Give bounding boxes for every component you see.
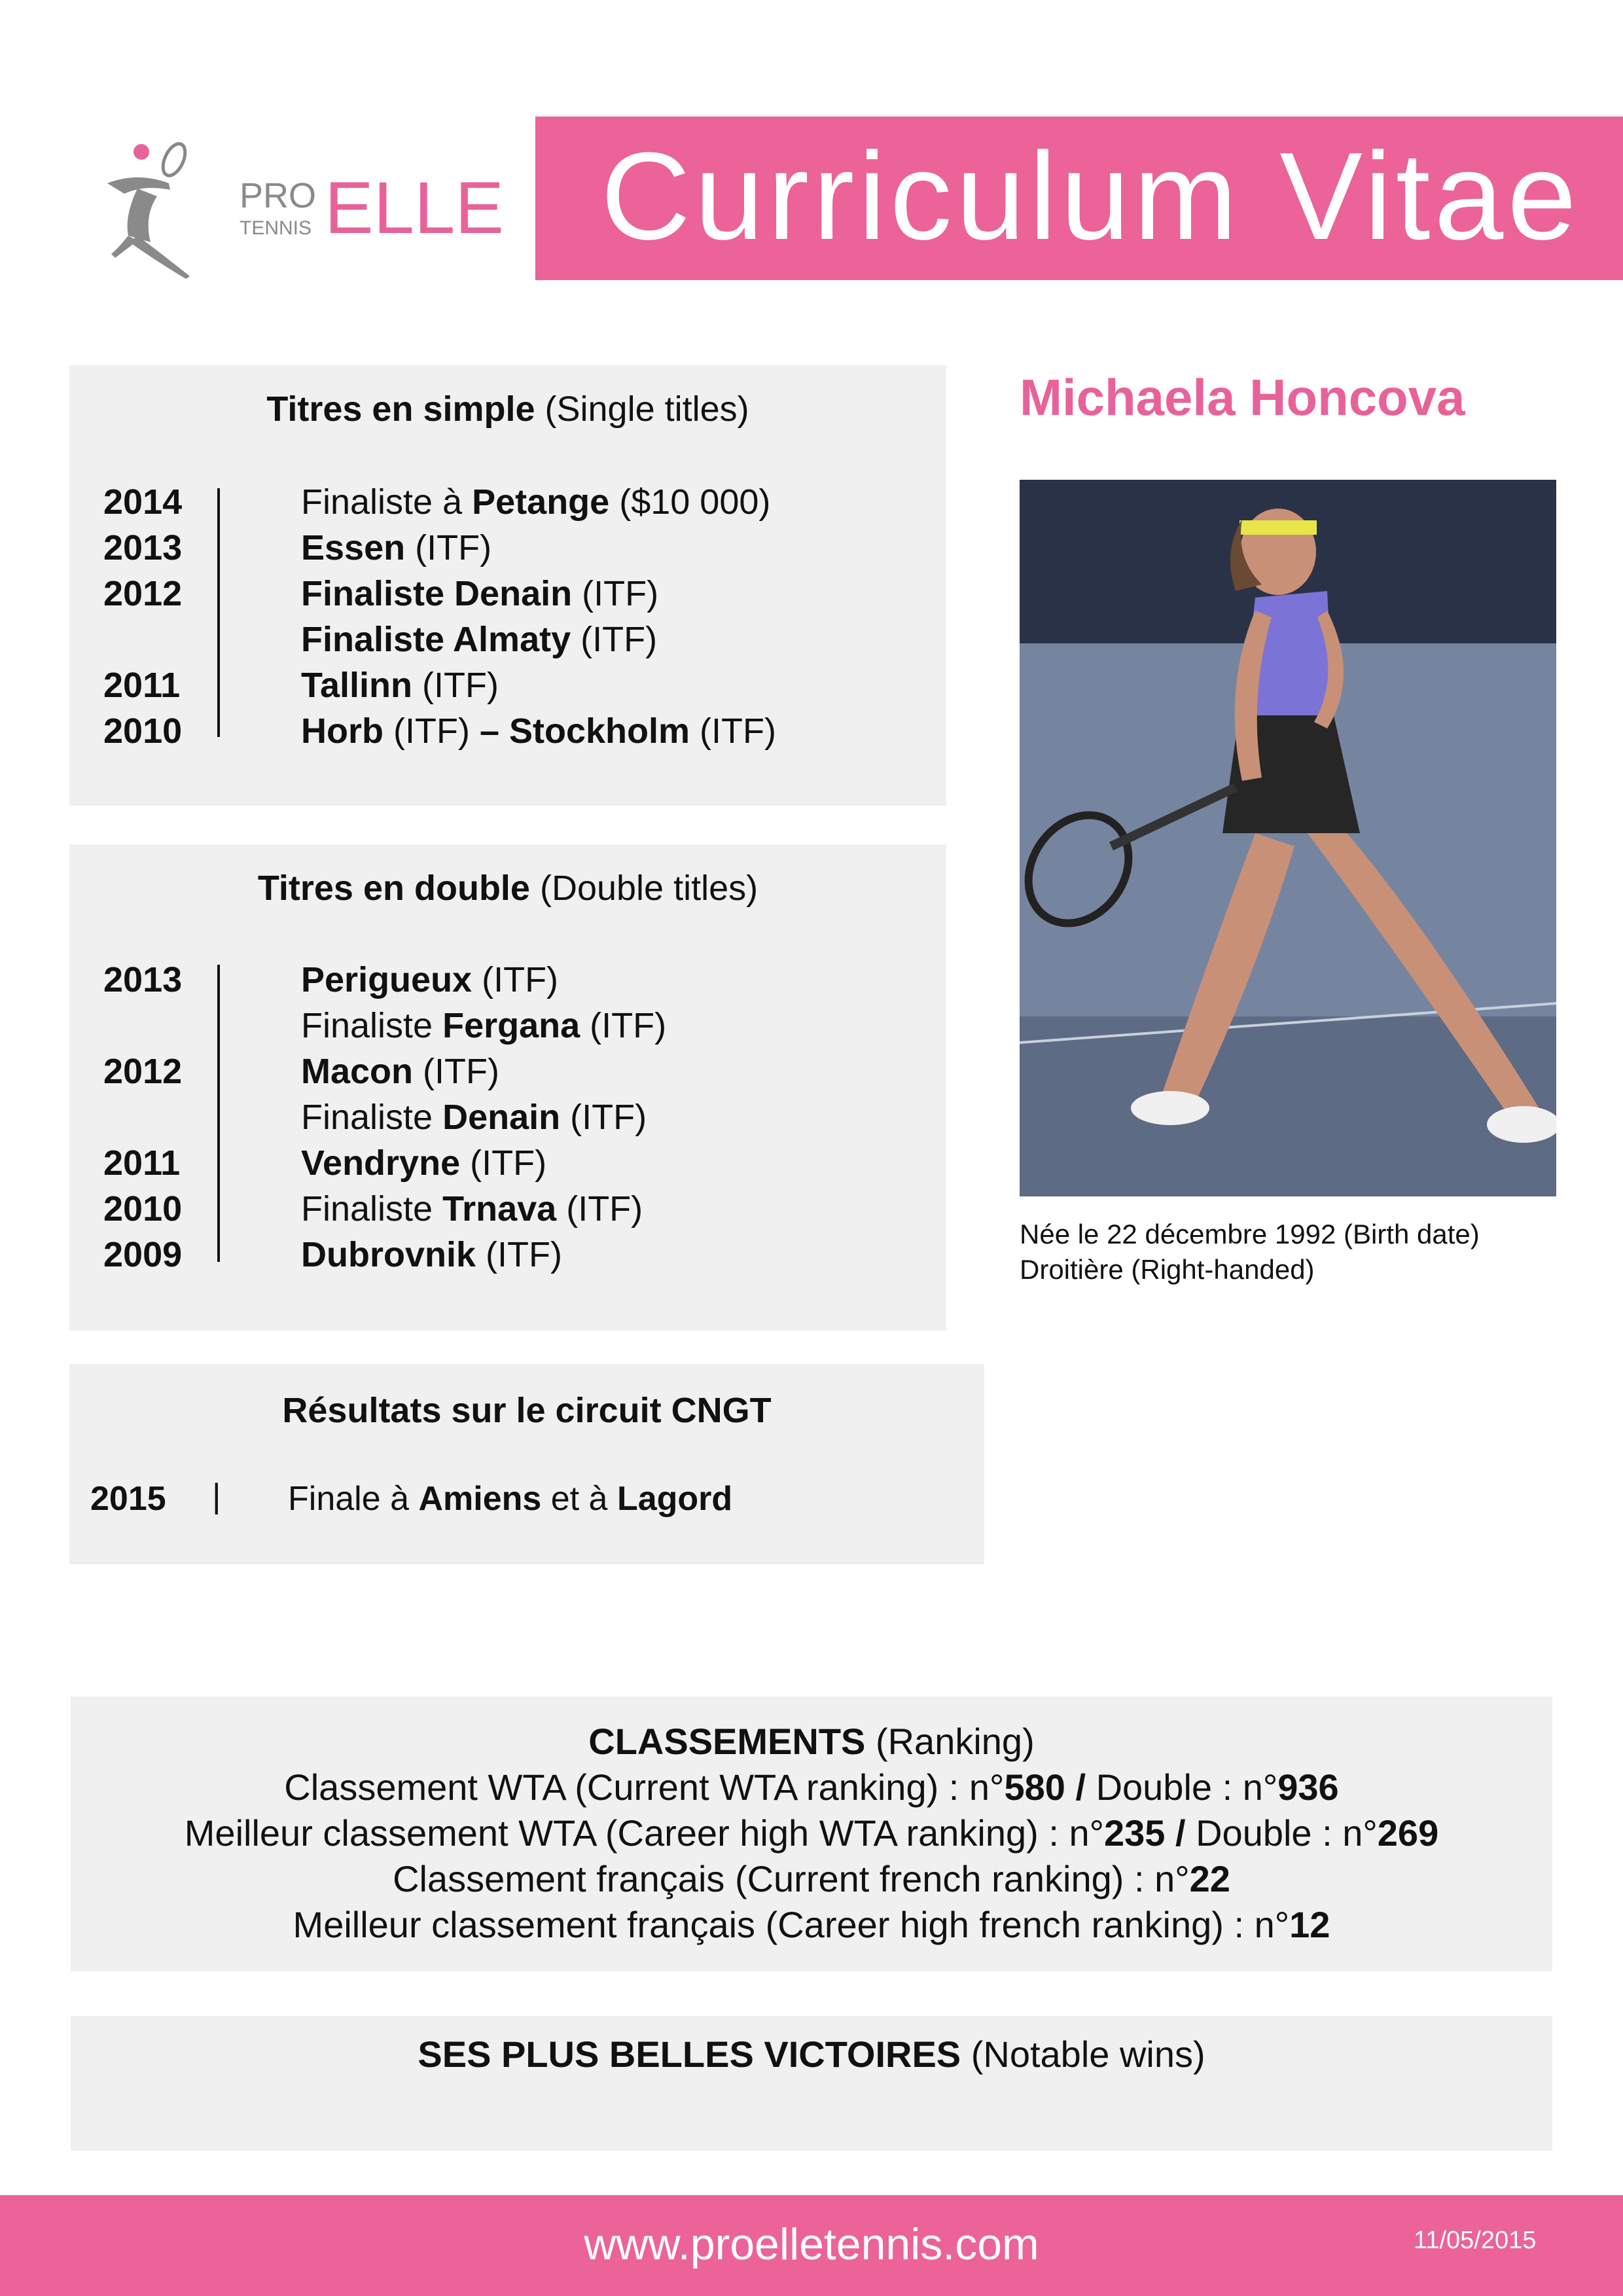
player-name: Michaela Honcova bbox=[1020, 368, 1465, 426]
singles-divider bbox=[217, 488, 220, 737]
singles-panel bbox=[69, 365, 946, 806]
player-photo bbox=[1020, 480, 1556, 1196]
doubles-year: 2010 bbox=[103, 1189, 183, 1229]
ranking-current-wta: Classement WTA (Current WTA ranking) : n°580 / Double : n°936 bbox=[284, 1767, 1339, 1808]
doubles-result: Finaliste Fergana (ITF) bbox=[301, 1006, 667, 1045]
ranking-career-wta: Meilleur classement WTA (Career high WTA ranking) : n°235 / Double : n°269 bbox=[184, 1812, 1439, 1854]
cngt-result: Finale à Amiens et à Lagord bbox=[288, 1480, 733, 1518]
singles-result: Horb (ITF) – Stockholm (ITF) bbox=[301, 711, 776, 751]
doubles-year: 2009 bbox=[103, 1235, 183, 1274]
logo-elle: ELLE bbox=[325, 167, 504, 249]
singles-result: Finaliste Almaty (ITF) bbox=[301, 620, 658, 659]
doubles-panel bbox=[69, 844, 946, 1331]
wins-title: SES PLUS BELLES VICTOIRES (Notable wins) bbox=[418, 2034, 1205, 2075]
doubles-result: Finaliste Trnava (ITF) bbox=[301, 1189, 643, 1229]
footer-date: 11/05/2015 bbox=[1414, 2227, 1537, 2254]
footer bbox=[0, 2195, 1623, 2296]
doubles-year: 2013 bbox=[103, 960, 183, 999]
logo-tennis: TENNIS bbox=[240, 217, 312, 239]
doubles-divider bbox=[217, 965, 220, 1262]
singles-year: 2013 bbox=[103, 528, 183, 567]
ranking-career-french: Meilleur classement français (Career high french ranking) : n°12 bbox=[293, 1904, 1330, 1945]
doubles-year: 2011 bbox=[103, 1143, 181, 1183]
singles-result: Finaliste à Petange ($10 000) bbox=[301, 482, 771, 522]
player-photo-image bbox=[1020, 480, 1556, 1196]
doubles-year: 2012 bbox=[103, 1052, 183, 1091]
logo bbox=[98, 137, 517, 281]
cngt-separator: | bbox=[212, 1477, 221, 1515]
doubles-result: Vendryne (ITF) bbox=[301, 1143, 547, 1183]
wins-panel bbox=[71, 2016, 1552, 2151]
singles-result: Finaliste Denain (ITF) bbox=[301, 574, 659, 613]
title-banner bbox=[535, 117, 1623, 280]
singles-result: Tallinn (ITF) bbox=[301, 666, 499, 705]
birth-date: Née le 22 décembre 1992 (Birth date) bbox=[1020, 1219, 1480, 1249]
logo-pro: PRO bbox=[240, 176, 317, 215]
doubles-result: Macon (ITF) bbox=[301, 1052, 499, 1091]
cngt-title: Résultats sur le circuit CNGT bbox=[282, 1391, 772, 1430]
cngt-year: 2015 bbox=[90, 1480, 166, 1518]
handedness: Droitière (Right-handed) bbox=[1020, 1254, 1315, 1285]
singles-year: 2011 bbox=[103, 666, 181, 705]
ranking-title: CLASSEMENTS (Ranking) bbox=[588, 1721, 1035, 1762]
singles-year: 2014 bbox=[103, 482, 183, 522]
ranking-current-french: Classement français (Current french ranking) : n°22 bbox=[393, 1858, 1230, 1899]
tennis-player-logo-icon bbox=[98, 137, 209, 281]
singles-year: 2010 bbox=[103, 711, 183, 751]
doubles-result: Dubrovnik (ITF) bbox=[301, 1235, 562, 1274]
singles-title: Titres en simple (Single titles) bbox=[266, 389, 749, 429]
doubles-title: Titres en double (Double titles) bbox=[257, 869, 758, 908]
cngt-panel bbox=[69, 1364, 984, 1564]
singles-year: 2012 bbox=[103, 574, 183, 613]
doubles-result: Finaliste Denain (ITF) bbox=[301, 1098, 647, 1137]
singles-result: Essen (ITF) bbox=[301, 528, 492, 567]
page-title: Curriculum Vitae bbox=[601, 127, 1580, 266]
doubles-result: Perigueux (ITF) bbox=[301, 960, 559, 999]
ranking-panel bbox=[71, 1696, 1552, 1971]
footer-url[interactable]: www.proelletennis.com bbox=[584, 2219, 1039, 2269]
